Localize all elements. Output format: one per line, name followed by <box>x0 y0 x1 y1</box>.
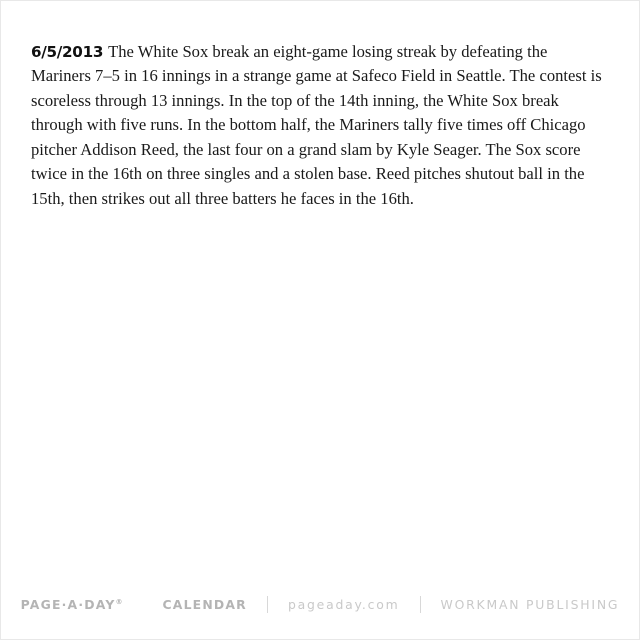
entry-body-text: The White Sox break an eight-game losing streak by defeating the Mariners 7–5 in 16 innings in a strange game at Safeco Field in Seattle. The contest is scoreless through 13 innings. In the top of the 14th inning, the White Sox break through with five runs. In the bottom half, the Mariners tally five times off Chicago pitcher Addison Reed, the last four on a grand slam by Kyle Seager. The Sox score twice in the 16th on three singles and a stolen base. Reed pitches shutout ball in the 15th, then strikes out all three batters he faces in the 16th. <box>31 41 602 208</box>
footer-website[interactable]: pageaday.com <box>287 597 400 612</box>
footer-publisher: WORKMAN PUBLISHING <box>440 597 620 612</box>
entry-content <box>31 23 609 228</box>
registered-trademark-icon: ® <box>115 597 123 606</box>
entry-date: 6/5/2013 <box>31 42 104 61</box>
entry-paragraph <box>31 40 609 212</box>
footer-brand-label: PAGE·A·DAY <box>20 597 116 612</box>
footer-brand-pageaday <box>1 597 143 612</box>
footer-brand-calendar: CALENDAR <box>162 597 247 612</box>
page-footer <box>1 596 639 613</box>
